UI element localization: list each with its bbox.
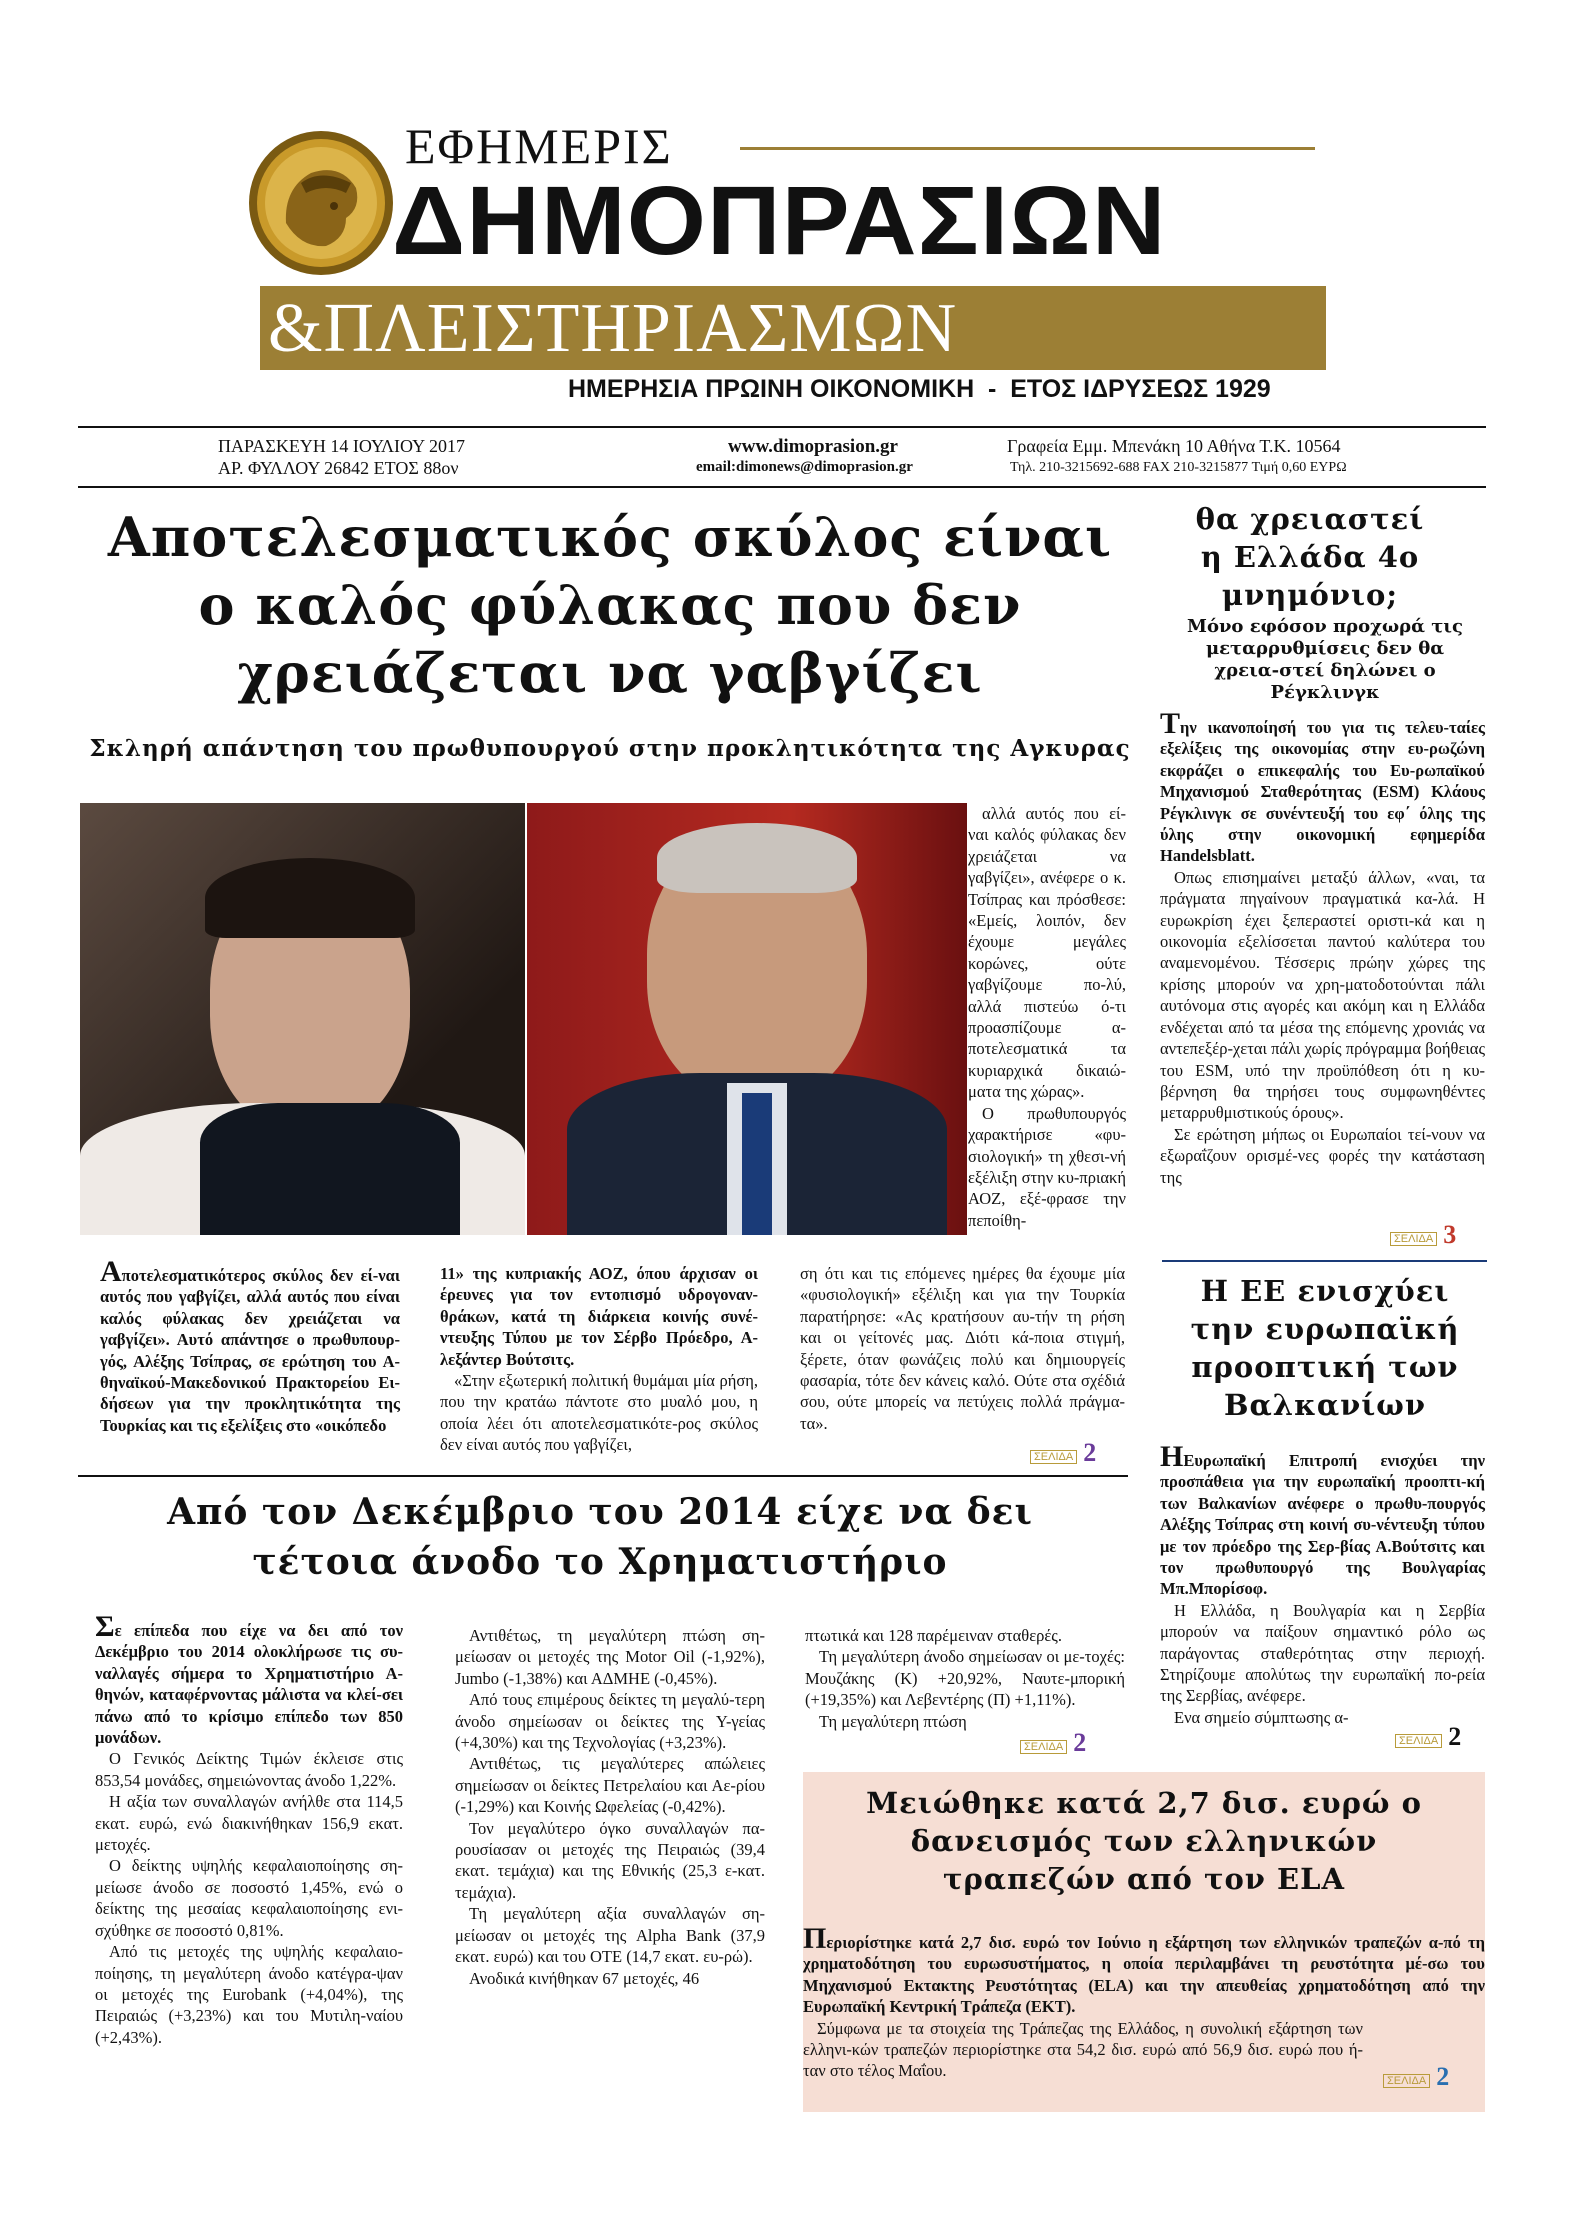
bourse-headline[interactable]: Από τον Δεκέμβριο του 2014 είχε να δει τέτοια άνοδο το Χρηματιστήριο xyxy=(167,1491,1033,1583)
photo-tsipras xyxy=(80,803,525,1235)
ela-continued[interactable] xyxy=(1383,2062,1449,2092)
masthead-line1: ΕΦΗΜΕΡΙΣ xyxy=(405,118,673,174)
masthead-line2: ΔΗΜΟΠΡΑΣΙΩΝ xyxy=(392,166,1167,275)
lead-col3-text: ση ότι και τις επόμενες ημέρες θα έχουμε μία «φυσιολογική» εξέλιξη και για την Τουρκία παρατήρησε: «Ας κρατήσουν αυ-τήν τη ρήση και οι γείτονές μας. Διότι κά-ποια στιγμή, ξέρετε, όταν φωνάζεις πολύ και δημιουργείς φασαρία, τότε δεν κάνεις καλό. Ούτε στα σχέδιά σου, ούτε μπορείς να πετύχεις πολλά πράγμα-τα». xyxy=(800,1264,1125,1433)
lead-subhead: Σκληρή απάντηση του πρωθυπουργού στην προκλητικότητα της Αγκυρας xyxy=(89,735,1131,762)
coin-logo xyxy=(246,128,396,278)
lead-col1-text: ποτελεσματικότερος σκύλος δεν εί-ναι αυτός που γαβγίζει, αλλά αυτός που είναι καλός φύλακας δεν χρειάζεται να γαβγίζει». Αυτό απάντησε ο πρωθυπουρ-γός, Αλέξης Τσίπρας, σε ερώτηση του Α-θηναϊκού-Μακεδονικού Πρακτορείου Ει-δήσεων για την προκλητικότητα της Τουρκίας και τις εξελίξεις στο «οικόπεδο xyxy=(100,1266,400,1435)
website-link[interactable]: www.dimoprasion.gr xyxy=(728,436,898,457)
lead-col3 xyxy=(800,1263,1125,1434)
ela-dropcap: Π xyxy=(803,1922,827,1955)
lead-page-number: 2 xyxy=(1083,1438,1097,1467)
memo-dropcap: Τ xyxy=(1160,707,1181,740)
bourse-col2-p6: Ανοδικά κινήθηκαν 67 μετοχές, 46 xyxy=(469,1968,700,1988)
ela-page-number: 2 xyxy=(1436,2062,1450,2091)
bourse-col1-p2: Η αξία των συναλλαγών ανήλθε στα 114,5 εκατ. ευρώ, ενώ διακινήθηκαν 156,9 εκατ. μετοχές. xyxy=(95,1792,403,1855)
dateline-rule xyxy=(78,486,1486,488)
masthead-rule xyxy=(740,147,1315,150)
bourse-col3-p2: Τη μεγαλύτερη άνοδο σημείωσαν οι με-τοχές: Μουζάκης (Κ) +20,92%, Ναυτε-μπορική (+19,35%) και Λεβεντέρης (Π) +1,11%). xyxy=(805,1647,1125,1710)
ela-box xyxy=(803,1772,1485,2112)
bourse-col2-p2: Από τους επιμέρους δείκτες τη μεγαλύ-τερη άνοδο σημείωσαν οι δείκτες της Υ-γείας (+4,30%) και της Τεχνολογίας (+3,23%). xyxy=(455,1690,765,1753)
lead-side-p2: Ο πρωθυπουργός χαρακτήρισε «φυ-σιολογική» τη χθεσι-νή εξέλιξη στην κυ-πριακή ΑΟΖ, εξέ-φρασε την πεποίθη- xyxy=(968,1103,1126,1230)
page-ref-icon: ΣΕΛΙΔΑ xyxy=(1383,2074,1430,2088)
bourse-page-number: 2 xyxy=(1073,1728,1087,1757)
balkans-headline[interactable]: Η ΕΕ ενισχύει την ευρωπαϊκή προοπτική των Βαλκανίων xyxy=(1190,1274,1460,1422)
page-ref-icon: ΣΕΛΙΔΑ xyxy=(1390,1232,1437,1246)
dateline-issue: ΑΡ. ΦΥΛΛΟΥ 26842 ΕΤΟΣ 88ον xyxy=(218,458,459,478)
memo-subhead: Μόνο εφόσον προχωρά τις μεταρρυθμίσεις δεν θα χρεια-στεί δηλώνει ο Ρέγκλινγκ xyxy=(1187,616,1463,703)
bourse-col3-p3: Τη μεγαλύτερη πτώση xyxy=(819,1711,967,1731)
memo-p1: Οπως επισημαίνει μεταξύ άλλων, «ναι, τα πράγματα πηγαίνουν πραγματικά κα-λά. Η ευρωκρίση έχει ξεπεραστεί οριστι-κά και η οικονομία εξελίσσεται παντού καλύτερα του αναμενομένου. Τέσσερις πρώην χώρες της κρίσης μπορούν να χρη-ματοδοτούνται πάλι αυτόνομα στις αγορές και ακόμη και η Ελλάδα ενδέχεται από τα μέσα της επόμενης χρονιάς να αντεπεξέρ-χεται πάλι χωρίς πρόγραμμα βοήθειας του ESM, υπό την προϋπόθεση ότι η κυ-βέρνηση θα τηρήσει τους συμφωνηθέντες μεταρρυθμιστικούς όρους». xyxy=(1160,867,1485,1123)
page-ref-icon: ΣΕΛΙΔΑ xyxy=(1395,1734,1442,1748)
balkans-dropcap: Η xyxy=(1160,1440,1184,1473)
bourse-col3-p1: πτωτικά και 128 παρέμειναν σταθερές. xyxy=(805,1626,1062,1645)
lead-headline[interactable]: Αποτελεσματικός σκύλος είναι ο καλός φύλακας που δεν χρειάζεται να γαβγίζει xyxy=(107,505,1113,705)
bourse-col1-p1: Ο Γενικός Δείκτης Τιμών έκλεισε στις 853,54 μονάδες, σημειώνοντας άνοδο 1,22%. xyxy=(95,1749,403,1790)
lead-side-p1: αλλά αυτός που εί-ναι καλός φύλακας δεν χρειάζεται να γαβγίζει», ανέφερε ο κ. Τσίπρας και πρόσθεσε: «Εμείς, λοιπόν, δεν έχουμε μεγάλες κορώνες, ούτε γαβγίζουμε πο-λύ, αλλά πιστεύω ό-τι προασπίζουμε α-ποτελεσματικά τα κυριαρχικά δικαιώ-ματα της χώρας». xyxy=(968,804,1126,1102)
dateline-date: ΠΑΡΑΣΚΕΥΗ 14 ΙΟΥΛΙΟΥ 2017 xyxy=(218,436,465,456)
bourse-col1-p4: Από τις μετοχές της υψηλής κεφαλαιο-ποίησης, τη μεγαλύτερη άνοδο κατέγρα-ψαν οι μετοχές της Eurobank (+4,04%), της Πειραιώς (+3,23%) και του Μυτιλη-ναίου (+2,43%). xyxy=(95,1942,403,2047)
balkans-body xyxy=(1160,1440,1485,1728)
memo-p2: Σε ερώτηση μήπως οι Ευρωπαίοι τεί-νουν να εξωραΐζουν ορισμέ-νες φορές την κατάσταση της xyxy=(1160,1124,1485,1187)
bourse-dropcap: Σ xyxy=(95,1610,115,1643)
balkans-lead: Ευρωπαϊκή Επιτροπή ενισχύει την προσπάθεια για την ευρωπαϊκή προοπτι-κή των Βαλκανίων ανέφερε ο πρωθυ-πουργός Αλέξης Τσίπρας στη κοινή συ-νέντευξη τύπου με τον πρόεδρο της Σερ-βίας Α.Βούτσιτς και τον πρωθυπουργό της Βουλγαρίας Μπ.Μπορίσοφ. xyxy=(1160,1451,1485,1599)
page-ref-icon: ΣΕΛΙΔΑ xyxy=(1030,1450,1077,1464)
bourse-col2-p1: Αντιθέτως, τη μεγαλύτερη πτώση ση-μείωσαν οι μετοχές της Motor Oil (-1,92%), Jumbo (-1,38%) και ΑΔΜΗΕ (-0,45%). xyxy=(455,1626,765,1688)
masthead-tagline: ΗΜΕΡΗΣΙΑ ΠΡΩΙΝΗ ΟΙΚΟΝΟΜΙΚΗ - ΕΤΟΣ ΙΔΡΥΣΕΩΣ 1929 xyxy=(568,375,1271,403)
masthead-line3: &ΠΛΕΙΣΤΗΡΙΑΣΜΩΝ xyxy=(268,290,958,367)
photo-erdogan xyxy=(527,803,967,1235)
bourse-continued[interactable] xyxy=(1020,1728,1086,1758)
memo-continued[interactable] xyxy=(1390,1220,1456,1250)
balkans-p1: Η Ελλάδα, η Βουλγαρία και η Σερβία μπορούν να παίξουν σημαντικό ρόλο ως παράγοντας σταθερότητας στην περιοχή. Στηρίζουμε απολύτως την ευρωπαϊκή πο-ρεία της Σερβίας, ανέφερε. xyxy=(1160,1600,1485,1706)
balkans-p2: Ενα σημείο σύμπτωσης α- xyxy=(1174,1707,1349,1727)
bourse-col2-p3: Αντιθέτως, τις μεγαλύτερες απώλειες σημείωσαν οι δείκτες Πετρελαίου και Αε-ρίου (-1,29%) και Κοινής Ωφελείας (-0,42%). xyxy=(455,1754,765,1817)
lead-col2 xyxy=(440,1263,758,1456)
bourse-col1-lead: ε επίπεδα που είχε να δει από τον Δεκέμβριο του 2014 ολοκλήρωσε τις συ-ναλλαγές σήμερα το Χρηματιστήριο Α-θηνών, καταφέρνοντας μάλιστα να κλεί-σει πάνω από το κρίσιμο επίπεδο των 850 μονάδων. xyxy=(95,1621,403,1748)
ela-body xyxy=(803,1922,1485,2082)
mid-rule xyxy=(78,1475,1128,1477)
lead-col2-text: «Στην εξωτερική πολιτική θυμάμαι μία ρήση, που την κρατάω πάντοτε στο μυαλό μου, η οποία λέει ότι αποτελεσματικότε-ρος σκύλος δεν είναι αυτός που γαβγίζει, xyxy=(440,1371,758,1455)
office-address: Γραφεία Εμμ. Μπενάκη 10 Αθήνα Τ.Κ. 10564 xyxy=(1007,436,1341,456)
lead-continued[interactable] xyxy=(1030,1438,1096,1468)
memo-headline[interactable]: θα χρειαστεί η Ελλάδα 4ο μνημόνιο; xyxy=(1195,502,1425,612)
page-ref-icon: ΣΕΛΙΔΑ xyxy=(1020,1740,1067,1754)
right-divider xyxy=(1162,1260,1487,1262)
bourse-col2-p5: Τη μεγαλύτερη αξία συναλλαγών ση-μείωσαν οι μετοχές της Alpha Bank (37,9 εκατ. ευρώ) και του ΟΤΕ (14,7 εκατ. ευ-ρώ). xyxy=(455,1904,765,1967)
lead-col2-lead: 11» της κυπριακής ΑΟΖ, όπου άρχισαν οι έρευνες για τον εντοπισμό υδρογοναν-θράκων, κατά τη διάρκεια κοινής συνέ-ντευξης Τύπου με τον Σέρβο Πρόεδρο, Α-λεξάντερ Βούτσιτς. xyxy=(440,1264,758,1369)
memo-lead: ην ικανοποίησή του για τις τελευ-ταίες εξελίξεις της οικονομίας στην ευ-ρωζώνη εκφράζει ο επικεφαλής του Ευ-ρωπαϊκού Μηχανισμού Σταθερότητας (ESM) Κλάους Ρέγκλινγκ σε συνέντευξή του εφ΄ όλης της ύλης στην οικονομική εφημερίδα Handelsblatt. xyxy=(1160,718,1485,866)
bourse-col3 xyxy=(805,1625,1125,1732)
lead-col1 xyxy=(100,1255,400,1436)
bourse-col2 xyxy=(455,1625,765,1989)
ela-lead: εριορίστηκε κατά 2,7 δισ. ευρώ τον Ιούνιο η εξάρτηση των ελληνικών τραπεζών α-πό τη χρηματοδότηση του ευρωσυστήματος, η οποία περιλαμβάνει τη ρευστότητα μέ-σω του Μηχανισμού Εκτακτης Ρευστότητας (ELA) και την απευθείας χρηματοδότηση από την Ευρωπαϊκή Κεντρική Τράπεζα (ΕΚΤ). xyxy=(803,1933,1485,2017)
lead-side-column xyxy=(968,803,1126,1231)
lead-dropcap: Α xyxy=(100,1255,122,1288)
balkans-page-number: 2 xyxy=(1448,1722,1462,1751)
memo-page-number: 3 xyxy=(1443,1220,1457,1249)
bourse-col1-p3: Ο δείκτης υψηλής κεφαλαιοποίησης ση-μείωσε άνοδο σε ποσοστό 1,45%, ενώ ο δείκτης της μεσαίας κεφαλαιοποίησης ενι-σχύθηκε σε ποσοστό 0,81%. xyxy=(95,1856,403,1940)
bourse-col1 xyxy=(95,1610,403,2048)
ela-headline[interactable]: Μειώθηκε κατά 2,7 δισ. ευρώ ο δανεισμός των ελληνικών τραπεζών από τον ELA xyxy=(866,1786,1422,1896)
top-rule xyxy=(78,426,1486,428)
email-link[interactable]: email:dimonews@dimoprasion.gr xyxy=(696,459,913,475)
bourse-col2-p4: Τον μεγαλύτερο όγκο συναλλαγών πα-ρουσίασαν οι μετοχές της Πειραιώς (39,4 εκατ. τεμάχια) και της Εθνικής (25,3 ε-κατ. τεμάχια). xyxy=(455,1818,765,1902)
memo-body xyxy=(1160,707,1485,1188)
ela-p1: Σύμφωνα με τα στοιχεία της Τράπεζας της Ελλάδος, η συνολική εξάρτηση των ελληνι-κών τραπεζών περιορίστηκε στα 54,2 δισ. ευρώ από 56,9 δισ. ευρώ που ή-ταν στο τέλος Μαΐου. xyxy=(803,2018,1363,2081)
balkans-continued[interactable] xyxy=(1395,1722,1461,1752)
phones: Τηλ. 210-3215692-688 FAX 210-3215877 Τιμή 0,60 ΕΥΡΩ xyxy=(1010,460,1347,475)
